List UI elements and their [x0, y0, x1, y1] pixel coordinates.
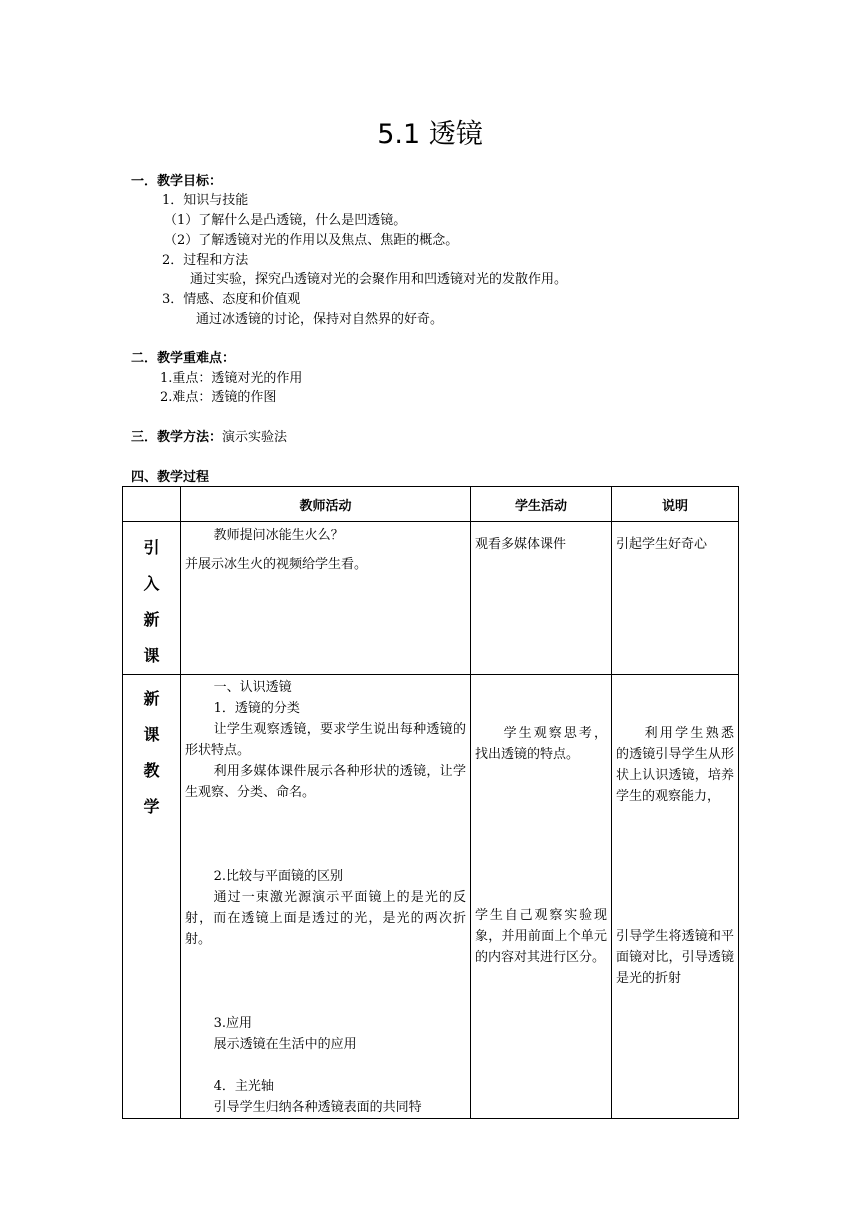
stage-char: 学	[143, 797, 160, 816]
stage-char: 新	[143, 610, 160, 629]
objective-line: （1）了解什么是凸透镜，什么是凹透镜。	[164, 213, 407, 228]
teacher-activity-cell	[181, 675, 471, 1119]
teaching-process-table	[122, 486, 739, 1119]
stage-cell	[123, 522, 181, 675]
section2-heading: 二．教学重难点：	[131, 351, 236, 366]
table-header-row	[123, 487, 739, 522]
section3-heading: 三．教学方法：	[131, 430, 223, 445]
header-cell-note: 说明	[612, 487, 739, 522]
teacher-activity-text: 让学生观察透镜，要求学生说出每种透镜的形状特点。	[185, 722, 466, 758]
page-title: 5.1 透镜	[377, 119, 483, 150]
note-cell	[612, 522, 739, 675]
teacher-activity-text: 1．透镜的分类	[213, 701, 300, 716]
section1-heading: 一．教学目标：	[131, 174, 223, 189]
header-cell-student: 学生活动	[471, 487, 612, 522]
student-activity-text: 学生观察思考，找出透镜的特点。	[475, 726, 607, 762]
teacher-activity-text: 引导学生归纳各种透镜表面的共同特	[213, 1100, 422, 1115]
note-text: 引导学生将透镜和平面镜对比，引导透镜是光的折射	[616, 929, 734, 986]
teacher-activity-cell	[181, 522, 471, 675]
stage-char: 入	[143, 574, 160, 593]
student-activity-text: 观看多媒体课件	[475, 537, 567, 552]
objective-line: 通过实验，探究凸透镜对光的会聚作用和凹透镜对光的发散作用。	[190, 272, 568, 287]
note-text: 利用学生熟悉的透镜引导学生从形状上认识透镜，培养学生的观察能力，	[616, 726, 734, 804]
objective-line: 3．情感、态度和价值观	[162, 292, 301, 307]
objective-line: （2）了解透镜对光的作用以及焦点、焦距的概念。	[164, 233, 459, 248]
teacher-activity-text: 4．主光轴	[213, 1079, 274, 1094]
student-activity-cell	[471, 675, 612, 1119]
stage-char: 课	[143, 725, 160, 744]
objective-line: 1．知识与技能	[162, 193, 249, 208]
teacher-activity-text: 展示透镜在生活中的应用	[213, 1037, 357, 1052]
objective-line: 通过冰透镜的讨论，保持对自然界的好奇。	[196, 312, 444, 327]
table-row	[123, 675, 739, 1119]
teacher-activity-text: 一、认识透镜	[213, 680, 292, 695]
stage-char: 教	[143, 761, 160, 780]
table-row	[123, 522, 739, 675]
teacher-activity-text: 通过一束激光源演示平面镜上的是光的反射，而在透镜上面是透过的光，是光的两次折射。	[185, 890, 466, 947]
header-cell-teacher: 教师活动	[181, 487, 471, 522]
stage-char: 新	[143, 689, 160, 708]
note-cell	[612, 675, 739, 1119]
student-activity-text: 学生自己观察实验现象，并用前面上个单元的内容对其进行区分。	[475, 908, 607, 965]
teacher-activity-text: 3.应用	[213, 1016, 252, 1031]
note-text: 引起学生好奇心	[616, 537, 708, 552]
teacher-activity-text: 教师提问冰能生火么？	[213, 528, 344, 543]
teacher-activity-text: 利用多媒体课件展示各种形状的透镜，让学生观察、分类、命名。	[185, 764, 466, 800]
student-activity-cell	[471, 522, 612, 675]
stage-cell	[123, 675, 181, 1119]
header-cell	[123, 487, 181, 522]
teacher-activity-text: 2.比较与平面镜的区别	[213, 869, 343, 884]
stage-char: 引	[143, 538, 160, 557]
section4-heading: 四、教学过程	[131, 470, 210, 485]
section3-text: 演示实验法	[222, 430, 288, 445]
keypoint-line: 2.难点：透镜的作图	[160, 390, 277, 405]
objective-line: 2．过程和方法	[162, 253, 249, 268]
teacher-activity-text: 并展示冰生火的视频给学生看。	[185, 557, 368, 572]
section3-line	[131, 428, 287, 447]
stage-char: 课	[143, 646, 160, 665]
keypoint-line: 1.重点：透镜对光的作用	[160, 371, 303, 386]
